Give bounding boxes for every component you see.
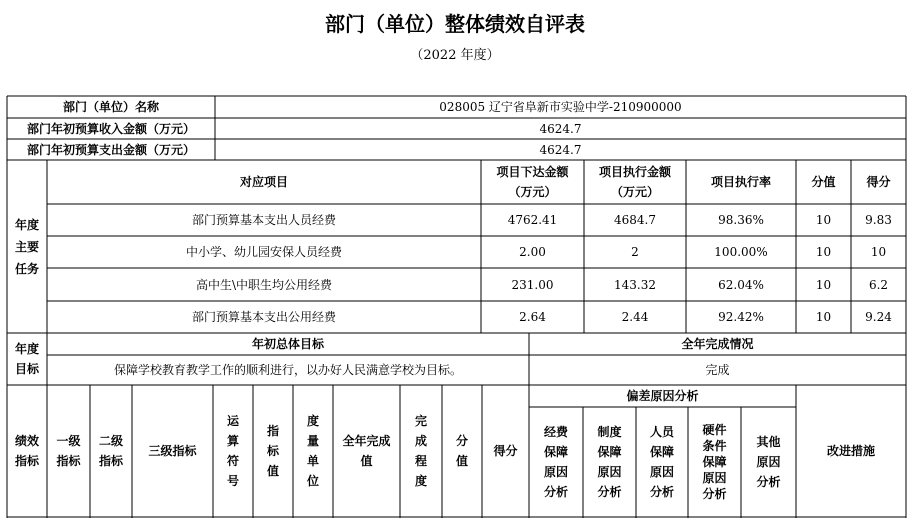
tasks-header-score: 得分 <box>866 175 891 189</box>
task-row-allocated: 231.00 <box>511 277 554 292</box>
indicator-score-value-header: 分值 <box>455 434 468 468</box>
goals-completion-header: 全年完成情况 <box>681 337 754 351</box>
indicator-score-header: 得分 <box>493 444 518 458</box>
task-row-rate: 98.36% <box>718 213 764 227</box>
tasks-header-executed: 项目执行金额（万元） <box>598 165 671 199</box>
page-title: 部门（单位）整体绩效自评表 <box>325 12 585 36</box>
task-row-score: 6.2 <box>868 277 889 292</box>
indicator-level1-header: 一级指标 <box>56 434 81 468</box>
deviation-system-header: 制度保障原因分析 <box>597 425 622 499</box>
task-row-executed: 2 <box>631 245 639 259</box>
task-row-score: 9.83 <box>865 213 892 227</box>
indicators-section-label: 绩效指标 <box>14 434 39 468</box>
indicator-operator-header: 运算符号 <box>226 414 239 488</box>
goals-section-label: 年度目标 <box>14 342 39 376</box>
task-row-rate: 100.00% <box>714 245 768 259</box>
indicator-level2-header: 二级指标 <box>98 434 123 468</box>
tasks-header-allocated: 项目下达金额（万元） <box>496 165 569 199</box>
task-row-score-value: 10 <box>815 213 832 227</box>
deviation-hardware-header: 硬件条件保障原因分析 <box>702 423 727 501</box>
task-row-executed: 4684.7 <box>614 213 656 227</box>
expense-label: 部门年初预算支出金额（万元） <box>26 142 195 157</box>
indicator-completion-header: 完成程度 <box>414 414 427 488</box>
task-row-rate: 92.42% <box>718 310 764 324</box>
indicator-level3-header: 三级指标 <box>148 444 197 458</box>
task-row-project: 部门预算基本支出公用经费 <box>191 310 336 324</box>
dept-name-label: 部门（单位）名称 <box>62 100 159 114</box>
task-row-executed: 143.32 <box>614 277 656 292</box>
tasks-section-label: 年度主要任务 <box>14 217 39 276</box>
deviation-personnel-header: 人员保障原因分析 <box>649 425 674 499</box>
goals-completion-text: 完成 <box>705 363 730 377</box>
goals-overall-header: 年初总体目标 <box>251 337 324 351</box>
task-row-allocated: 2.64 <box>519 310 546 324</box>
year-label: （2022 年度） <box>410 48 500 63</box>
task-row-score-value: 10 <box>815 310 832 324</box>
tasks-header-score-value: 分值 <box>811 175 836 189</box>
task-row-score-value: 10 <box>815 245 832 259</box>
improvement-header: 改进措施 <box>826 444 875 458</box>
expense-value: 4624.7 <box>539 142 582 157</box>
task-row-executed: 2.44 <box>621 310 649 324</box>
indicator-target-header: 指标值 <box>266 424 279 478</box>
indicator-unit-header: 度量单位 <box>306 414 319 488</box>
deviation-other-header: 其他原因分析 <box>756 435 781 489</box>
task-row-project: 部门预算基本支出人员经费 <box>191 213 336 227</box>
indicator-annual-value-header: 全年完成值 <box>342 434 391 468</box>
dept-name-value: 028005 辽宁省阜新市实验中学-210900000 <box>439 100 682 114</box>
income-value: 4624.7 <box>539 121 582 136</box>
task-row-project: 高中生\中职生均公用经费 <box>195 277 333 292</box>
income-label: 部门年初预算收入金额（万元） <box>26 121 195 136</box>
task-row-score: 10 <box>870 245 887 259</box>
task-row-project: 中小学、幼儿园安保人员经费 <box>185 245 342 259</box>
goals-overall-text: 保障学校教育教学工作的顺利进行，以办好人民满意学校为目标。 <box>113 363 462 377</box>
task-row-score: 9.24 <box>865 310 892 324</box>
tasks-header-project: 对应项目 <box>239 175 288 189</box>
task-row-rate: 62.04% <box>718 277 764 292</box>
deviation-header: 偏差原因分析 <box>626 389 699 403</box>
task-row-allocated: 4762.41 <box>507 213 558 227</box>
task-row-score-value: 10 <box>815 277 832 292</box>
tasks-header-rate: 项目执行率 <box>710 175 771 189</box>
task-row-allocated: 2.00 <box>519 245 546 259</box>
deviation-funding-header: 经费保障原因分析 <box>543 425 568 499</box>
